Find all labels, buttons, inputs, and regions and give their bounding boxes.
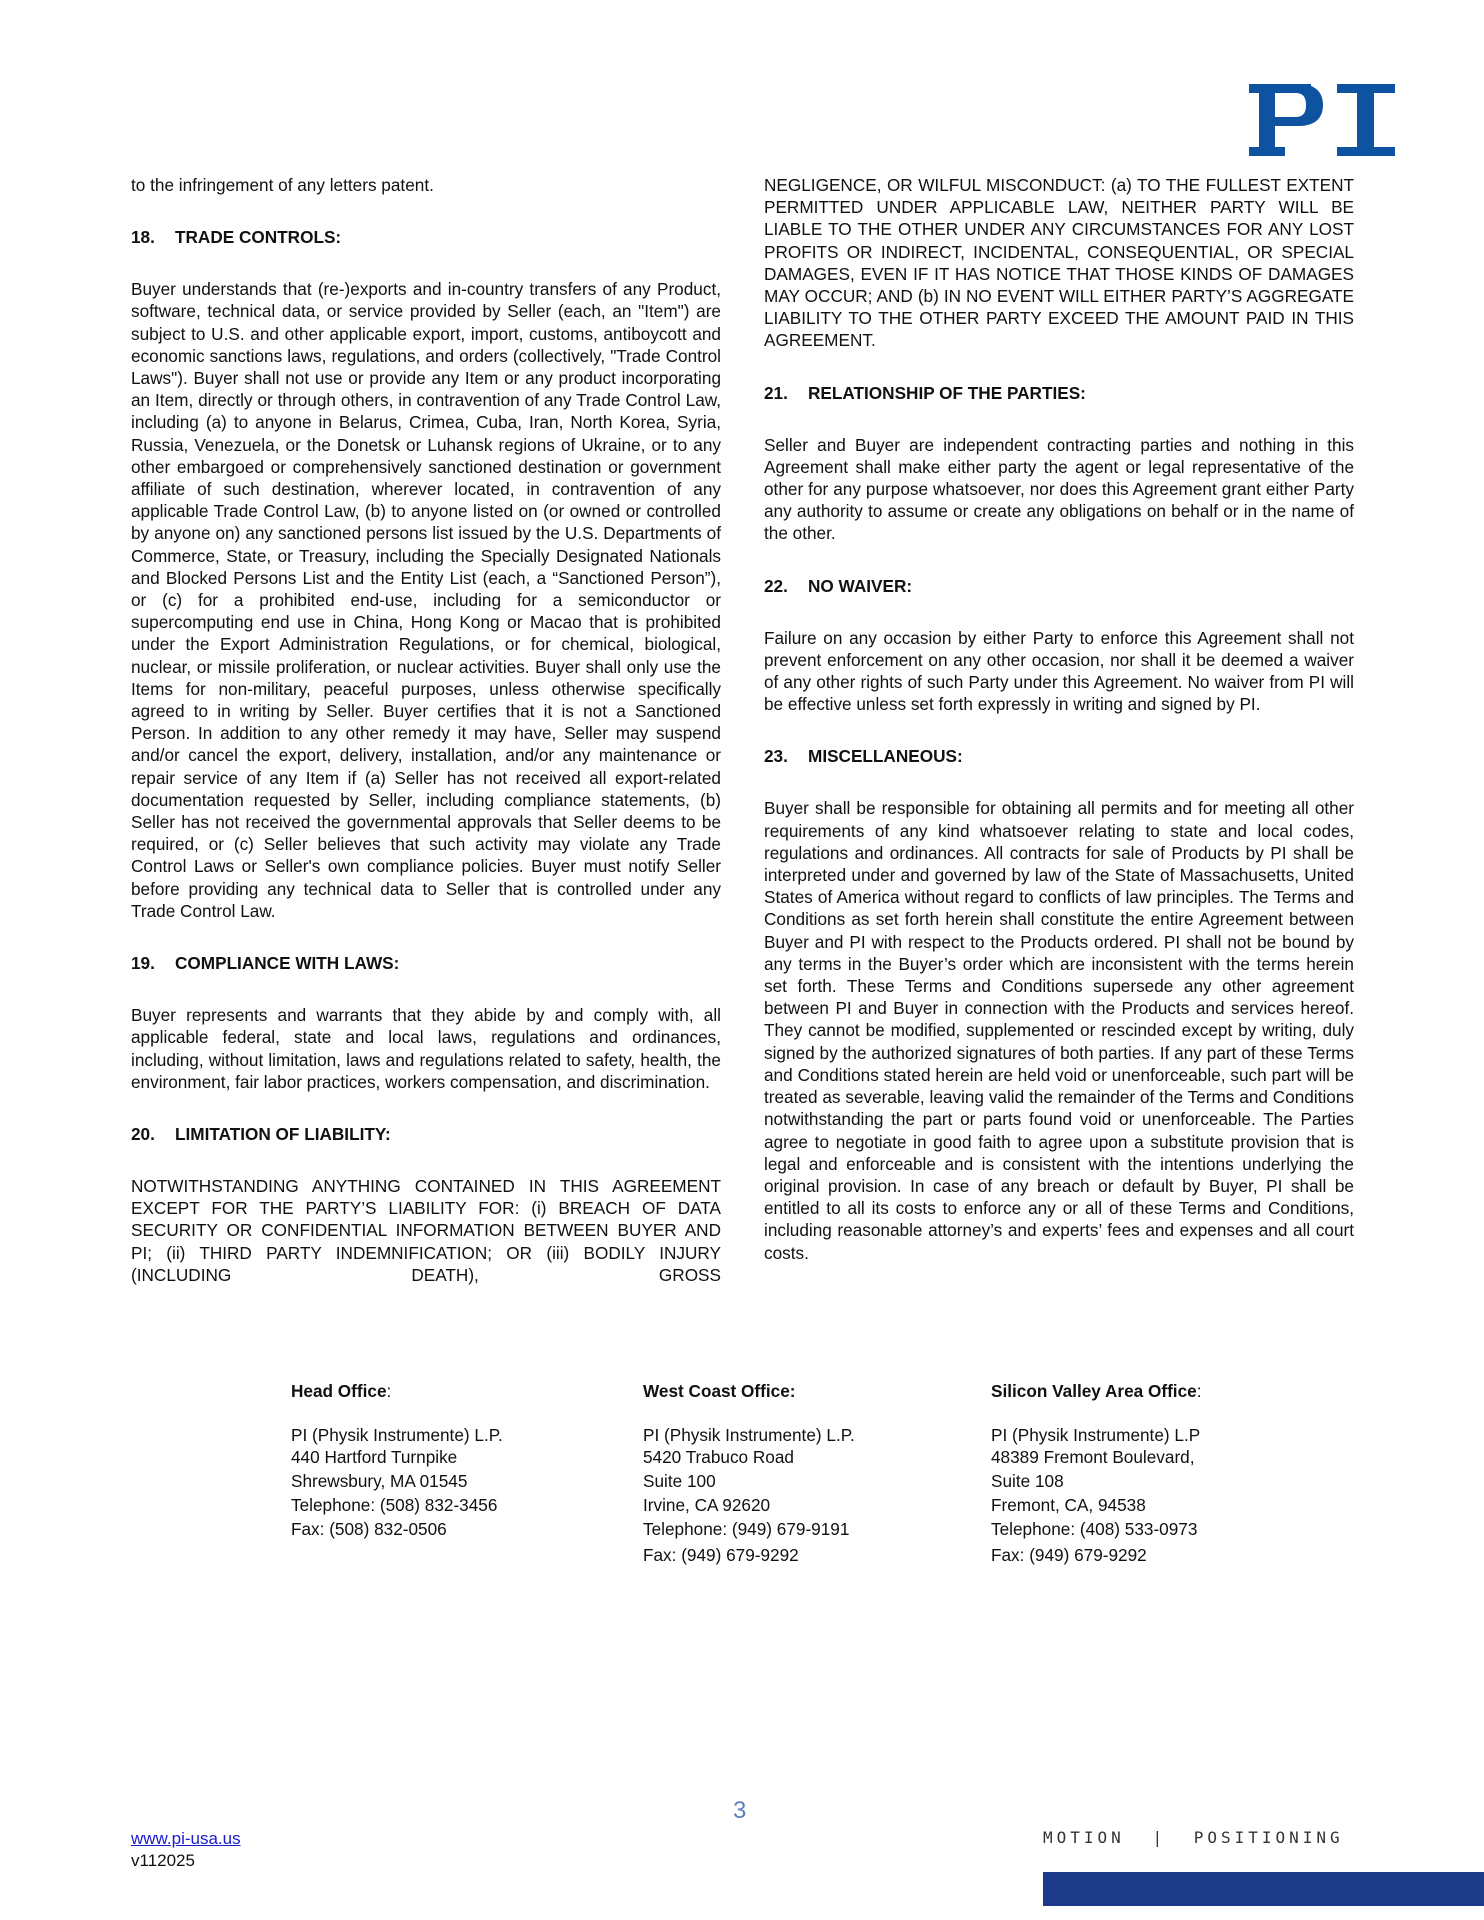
page-number: 3	[733, 1797, 747, 1824]
section-body-21: Seller and Buyer are independent contracting parties and nothing in this Agreement shall make either party the agent or legal representative of the other for any purpose whatsoever, nor does this Agreement grant either Party any authority to assume or create any obligations on behalf or in the name of the other.	[764, 434, 1354, 544]
section-title: RELATIONSHIP OF THE PARTIES:	[808, 382, 1086, 403]
head-office	[291, 1380, 503, 1542]
office-line: Telephone: (408) 533-0973	[991, 1519, 1198, 1539]
office-title-suffix: :	[386, 1381, 392, 1401]
office-title-text: Silicon Valley Area Office	[991, 1381, 1197, 1401]
office-line: 5420 Trabuco Road	[643, 1447, 794, 1467]
pi-logo	[1249, 84, 1395, 156]
office-title	[643, 1380, 855, 1402]
section-heading-18	[131, 226, 721, 248]
footer-left	[131, 1828, 241, 1872]
website-link[interactable]: www.pi-usa.us	[131, 1829, 241, 1848]
section-number: 22.	[764, 575, 788, 596]
office-title	[291, 1380, 503, 1402]
right-column	[764, 174, 1354, 1264]
section-number: 20.	[131, 1123, 155, 1144]
office-title-text: West Coast Office:	[643, 1381, 796, 1401]
section-heading-19	[131, 952, 721, 974]
section-title: COMPLIANCE WITH LAWS:	[175, 953, 400, 974]
section-body-18: Buyer understands that (re-)exports and in-country transfers of any Product, software, technical data, or service provided by Seller (each, an "Item") are subject to U.S. and other applicable export, import, customs, antiboycott and economic sanctions laws, regulations, and orders (collectively, "Trade Control Laws"). Buyer shall not use or provide any Item or any product incorporating an Item, directly or through others, in contravention of any Trade Control Law, including (a) to anyone in Belarus, Crimea, Cuba, Iran, North Korea, Syria, Russia, Venezuela, or the Donetsk or Luhansk regions of Ukraine, or to any other embargoed or comprehensively sanctioned destination or government affiliate of such destination, wherever located, in contravention of any applicable Trade Control Law, (b) to anyone listed on (or owned or controlled by anyone on) any sanctioned persons list issued by the U.S. Departments of Commerce, State, or Treasury, including the Specially Designated Nationals and Blocked Persons List and the Entity List (each, a “Sanctioned Person”), or (c) for a prohibited end-use, including for a semiconductor or supercomputing end use in China, Hong Kong or Macao that is prohibited under the Export Administration Regulations, or for chemical, biological, nuclear, or missile proliferation, or nuclear activities. Buyer shall only use the Items for non-military, peaceful purposes, unless otherwise specifically agreed to in writing by Seller. Buyer certifies that it is not a Sanctioned Person. In addition to any other remedy it may have, Seller may suspend and/or cancel the export, delivery, installation, and/or any maintenance or repair service of any Item if (a) Seller has not received all export-related documentation requested by Seller, including compliance statements, (b) Seller has not received the governmental approvals that Seller deems to be required, or (c) Seller believes that such activity may violate any Trade Control Laws or Seller's own compliance policies. Buyer must notify Seller before providing any technical data to Seller that is controlled under any Trade Control Law.	[131, 279, 721, 921]
office-line: Irvine, CA 92620	[643, 1495, 771, 1515]
office-line: Telephone: (508) 832-3456	[291, 1495, 498, 1515]
office-line: Suite 108	[991, 1471, 1064, 1491]
office-line: 48389 Fremont Boulevard,	[991, 1447, 1195, 1467]
section-number: 23.	[764, 746, 788, 767]
tagline-motion: MOTION	[1043, 1828, 1125, 1847]
section-body-20-continued: NEGLIGENCE, OR WILFUL MISCONDUCT: (a) TO THE FULLEST EXTENT PERMITTED UNDER APPLICABLE LAW, NEITHER PARTY WILL BE LIABLE TO THE OTHER UNDER ANY CIRCUMSTANCES FOR ANY LOST PROFITS OR INDIRECT, INCIDENTAL, CONSEQUENTIAL, OR SPECIAL DAMAGES, EVEN IF IT HAS NOTICE THAT THOSE KINDS OF DAMAGES MAY OCCUR; AND (b) IN NO EVENT WILL EITHER PARTY’S AGGREGATE LIABILITY TO THE OTHER PARTY EXCEED THE AMOUNT PAID IN THIS AGREEMENT.	[764, 175, 1354, 351]
section-heading-23	[764, 745, 1354, 767]
section-body-19: Buyer represents and warrants that they abide by and comply with, all applicable federal, state and local laws, regulations and ordinances, including, without limitation, laws and regulations related to safety, health, the environment, fair labor practices, workers compensation, and discrimination.	[131, 1005, 721, 1092]
section-body-23: Buyer shall be responsible for obtaining all permits and for meeting all other requirements of any kind whatsoever relating to state and local codes, regulations and ordinances. All contracts for sale of Products by PI shall be interpreted under and governed by law of the State of Massachusetts, United States of America without regard to conflicts of law principles. The Terms and Conditions as set forth herein shall constitute the entire Agreement between Buyer and PI with respect to the Products ordered. PI shall not be bound by any terms in the Buyer’s order which are inconsistent with the terms herein set forth. These Terms and Conditions supersede any other agreement between PI and Buyer in connection with the Products and services hereof. They cannot be modified, supplemented or rescinded except by writing, duly signed by the authorized signatures of both parties. If any part of these Terms and Conditions stated herein are held void or unenforceable, such part will be treated as severable, leaving valid the remainder of the Terms and Conditions notwithstanding the part or parts found void or unenforceable. The Parties agree to negotiate in good faith to agree upon a substitute provision that is legal and enforceable and is consistent with the intentions underlying the original provision. In case of any breach or default by Buyer, PI shall be entitled to all its costs to enforce any or all of these Terms and Conditions, including reasonable attorney’s and experts’ fees and expenses and all court costs.	[764, 798, 1354, 1263]
left-column	[131, 174, 721, 1286]
section-title: NO WAIVER:	[808, 575, 913, 596]
silicon-valley-office	[991, 1380, 1202, 1568]
brand-color-bar	[1043, 1872, 1484, 1906]
office-line: Suite 100	[643, 1471, 716, 1491]
section-number: 19.	[131, 953, 155, 974]
section-number: 21.	[764, 382, 788, 403]
office-title-text: Head Office	[291, 1381, 387, 1401]
office-line: Fax: (508) 832-0506	[291, 1519, 447, 1539]
section-heading-20	[131, 1123, 721, 1145]
office-title	[991, 1380, 1202, 1402]
office-line: Fax: (949) 679-9292	[643, 1545, 799, 1565]
office-line: Telephone: (949) 679-9191	[643, 1519, 850, 1539]
section-body-22: Failure on any occasion by either Party to enforce this Agreement shall not prevent enforcement on any other occasion, nor shall it be deemed a waiver of any other rights of such Party under this Agreement. No waiver from PI will be effective unless set forth expressly in writing and signed by PI.	[764, 627, 1354, 715]
office-title-suffix: :	[1196, 1381, 1202, 1401]
section-number: 18.	[131, 227, 155, 248]
section-heading-22	[764, 575, 1354, 597]
office-line: PI (Physik Instrumente) L.P.	[291, 1425, 503, 1445]
section-title: MISCELLANEOUS:	[808, 746, 963, 767]
office-line: PI (Physik Instrumente) L.P.	[643, 1425, 855, 1445]
section-title: TRADE CONTROLS:	[175, 227, 342, 248]
section-title: LIMITATION OF LIABILITY:	[175, 1123, 391, 1144]
west-coast-office	[643, 1380, 855, 1568]
office-line: PI (Physik Instrumente) L.P	[991, 1425, 1201, 1445]
office-line: Fremont, CA, 94538	[991, 1495, 1146, 1515]
brand-tagline	[1043, 1828, 1344, 1847]
office-line: Shrewsbury, MA 01545	[291, 1471, 468, 1491]
office-line: Fax: (949) 679-9292	[991, 1545, 1147, 1565]
continuation-text: to the infringement of any letters patent.	[131, 175, 434, 195]
section-heading-21	[764, 382, 1354, 404]
tagline-separator: |	[1152, 1828, 1167, 1847]
section-body-20: NOTWITHSTANDING ANYTHING CONTAINED IN THIS AGREEMENT EXCEPT FOR THE PARTY’S LIABILITY FOR: (i) BREACH OF DATA SECURITY OR CONFIDENTIAL INFORMATION BETWEEN BUYER AND PI; (ii) THIRD PARTY INDEMNIFICATION; OR (iii) BODILY INJURY (INCLUDING DEATH), GROSS	[131, 1175, 721, 1285]
office-line: 440 Hartford Turnpike	[291, 1447, 458, 1467]
tagline-positioning: POSITIONING	[1193, 1828, 1344, 1847]
version-label: v112025	[131, 1851, 195, 1870]
